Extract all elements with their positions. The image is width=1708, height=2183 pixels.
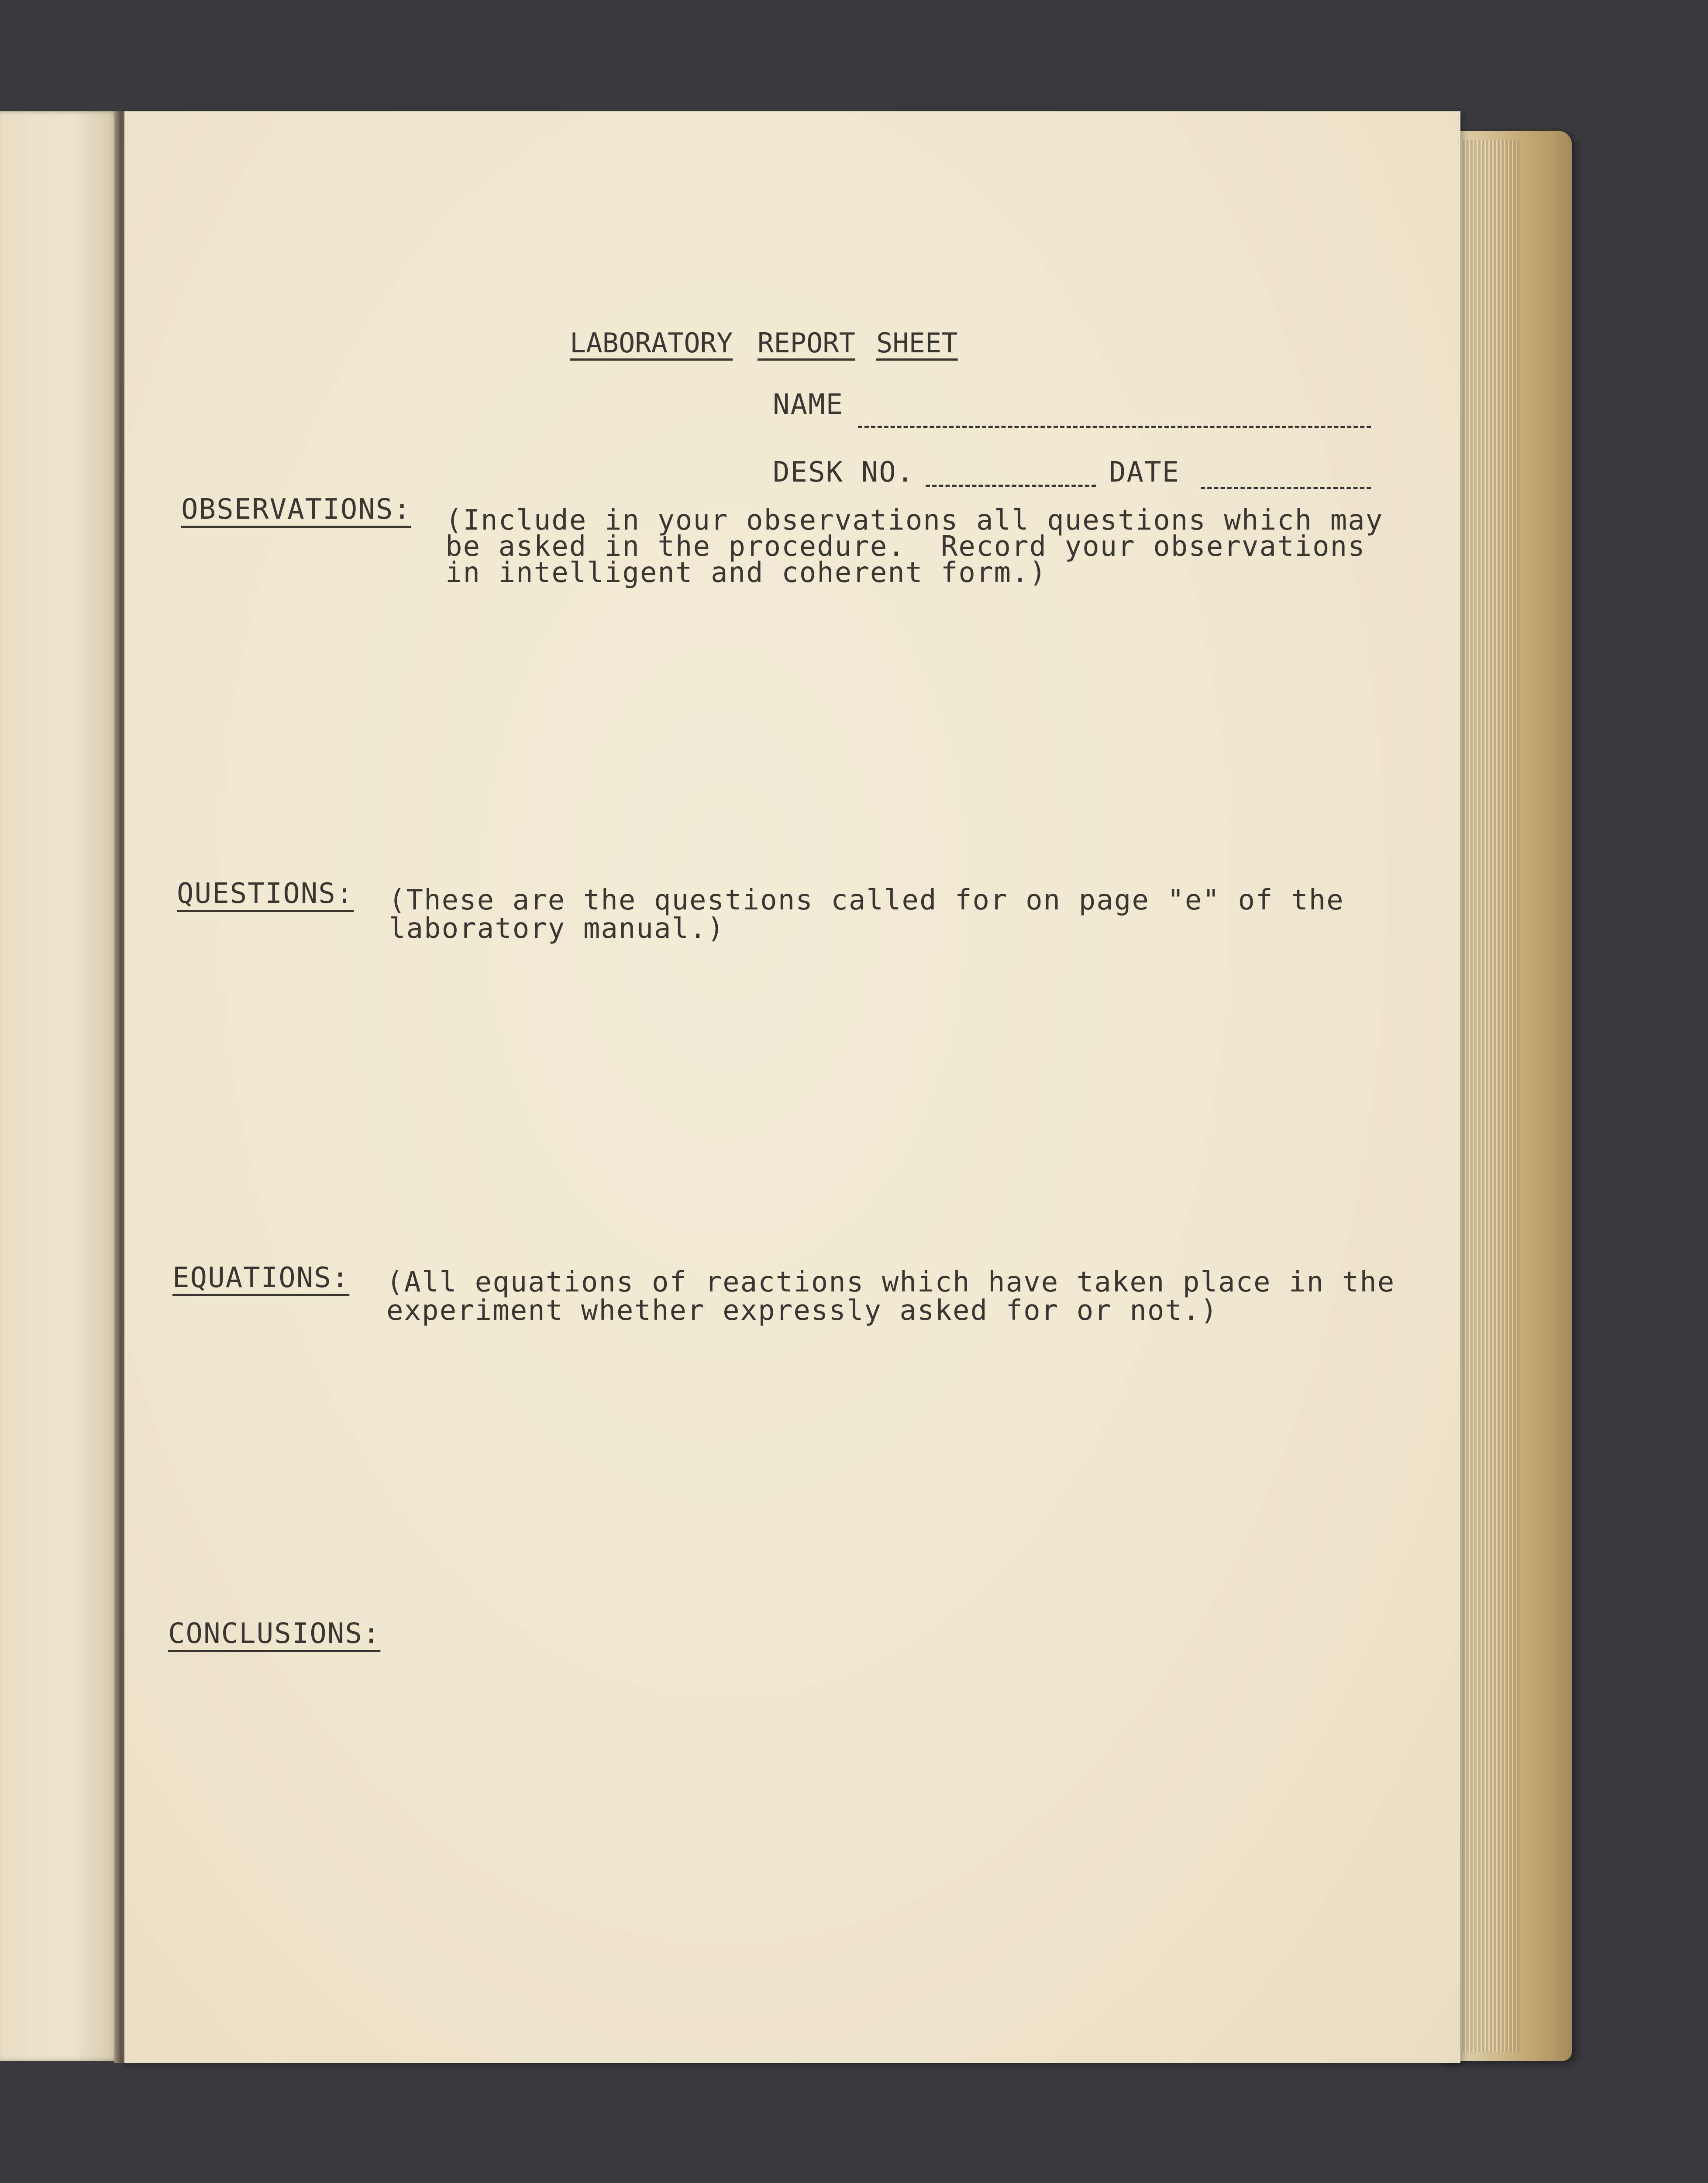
equations-heading: EQUATIONS: [172, 1262, 350, 1294]
questions-heading: QUESTIONS: [177, 878, 354, 910]
equations-instruction-line-2: experiment whether expressly asked for or not.) [386, 1295, 1218, 1327]
title-word-sheet: SHEET [876, 327, 958, 359]
questions-instruction-line-1: (These are the questions called for on page "e" of the [389, 884, 1344, 916]
title-word-laboratory: LABORATORY [570, 327, 733, 359]
report-sheet-page [124, 111, 1460, 2063]
left-page-edge [0, 111, 120, 2061]
equations-instruction-line-1: (All equations of reactions which have taken place in the [386, 1266, 1395, 1298]
observations-instruction-line-3: in intelligent and coherent form.) [445, 557, 1047, 589]
conclusions-heading: CONCLUSIONS: [168, 1618, 381, 1650]
observations-instruction-line-2: be asked in the procedure. Record your observations [445, 530, 1366, 563]
name-field[interactable] [858, 426, 1371, 428]
name-label: NAME [773, 389, 844, 421]
observations-heading: OBSERVATIONS: [181, 493, 411, 526]
title-word-report: REPORT [758, 327, 855, 359]
desk-no-label: DESK NO. [773, 456, 915, 489]
observations-instruction-line-1: (Include in your observations all questions which may [445, 504, 1384, 537]
desk-no-field[interactable] [926, 485, 1096, 487]
date-label: DATE [1109, 456, 1180, 489]
date-field[interactable] [1201, 487, 1371, 489]
questions-instruction-line-2: laboratory manual.) [389, 912, 725, 945]
